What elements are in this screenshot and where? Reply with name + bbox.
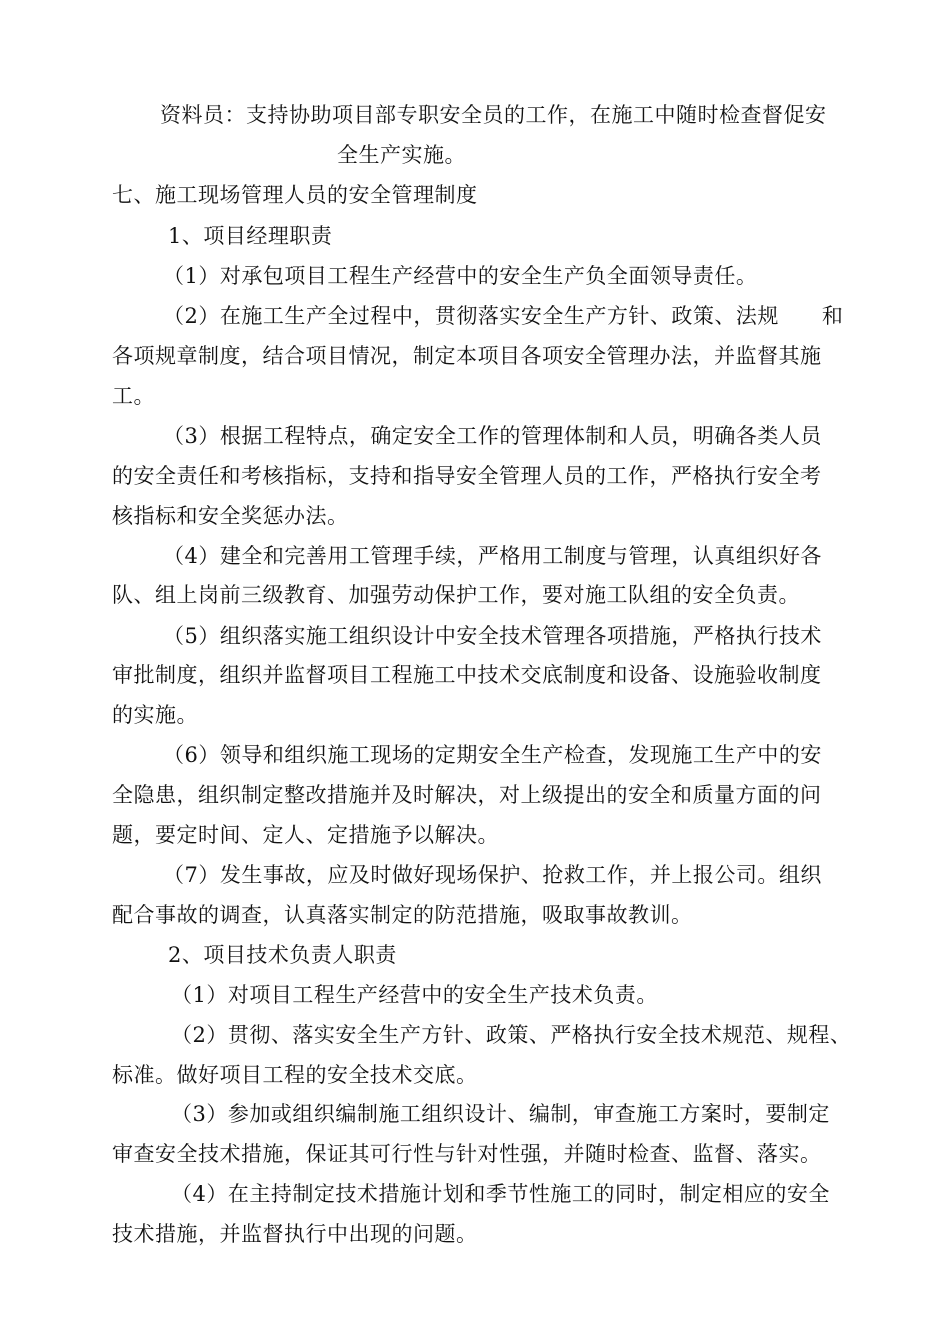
text-line: （2）贯彻、落实安全生产方针、政策、严格执行安全技术规范、规程、 (171, 1023, 852, 1047)
text-line: （3）根据工程特点，确定安全工作的管理体制和人员，明确各类人员 (163, 424, 822, 448)
text-line: 全生产实施。 (337, 143, 466, 167)
subsection-heading: 2、项目技术负责人职责 (168, 943, 397, 967)
text-line: 队、组上岗前三级教育、加强劳动保护工作，要对施工队组的安全负责。 (112, 583, 800, 607)
text-line: 审批制度，组织并监督项目工程施工中技术交底制度和设备、设施验收制度 (112, 663, 822, 687)
text-line: （4）在主持制定技术措施计划和季节性施工的同时，制定相应的安全 (171, 1182, 830, 1206)
text-line: （1）对项目工程生产经营中的安全生产技术负责。 (171, 983, 658, 1007)
text-line: 核指标和安全奖惩办法。 (112, 504, 349, 528)
text-line: （4）建全和完善用工管理手续，严格用工制度与管理，认真组织好各 (163, 544, 822, 568)
text-line: 配合事故的调查，认真落实制定的防范措施，吸取事故教训。 (112, 903, 693, 927)
text-line: （5）组织落实施工组织设计中安全技术管理各项措施，严格执行技术 (163, 624, 822, 648)
text-line: （2）在施工生产全过程中，贯彻落实安全生产方针、政策、法规 和 (163, 304, 844, 328)
text-line: （3）参加或组织编制施工组织设计、编制，审查施工方案时，要制定 (171, 1102, 830, 1126)
text-line: 全隐患，组织制定整改措施并及时解决，对上级提出的安全和质量方面的问 (112, 783, 822, 807)
subsection-heading: 1、项目经理职责 (168, 224, 333, 248)
text-line: 资料员：支持协助项目部专职安全员的工作，在施工中随时检查督促安 (160, 103, 827, 127)
text-line: 审查安全技术措施，保证其可行性与针对性强，并随时检查、监督、落实。 (112, 1142, 822, 1166)
text-line: （7）发生事故，应及时做好现场保护、抢救工作，并上报公司。组织 (163, 863, 822, 887)
text-line: 的实施。 (112, 703, 198, 727)
text-line: 题，要定时间、定人、定措施予以解决。 (112, 823, 499, 847)
text-line: 的安全责任和考核指标，支持和指导安全管理人员的工作，严格执行安全考 (112, 464, 822, 488)
text-line: 各项规章制度，结合项目情况，制定本项目各项安全管理办法，并监督其施 (112, 344, 822, 368)
text-line: 工。 (112, 384, 155, 408)
text-line: 标准。做好项目工程的安全技术交底。 (112, 1063, 478, 1087)
text-line: （6）领导和组织施工现场的定期安全生产检查，发现施工生产中的安 (163, 743, 822, 767)
section-heading: 七、施工现场管理人员的安全管理制度 (112, 183, 478, 207)
text-line: （1）对承包项目工程生产经营中的安全生产负全面领导责任。 (163, 264, 758, 288)
text-line: 技术措施，并监督执行中出现的问题。 (112, 1222, 478, 1246)
